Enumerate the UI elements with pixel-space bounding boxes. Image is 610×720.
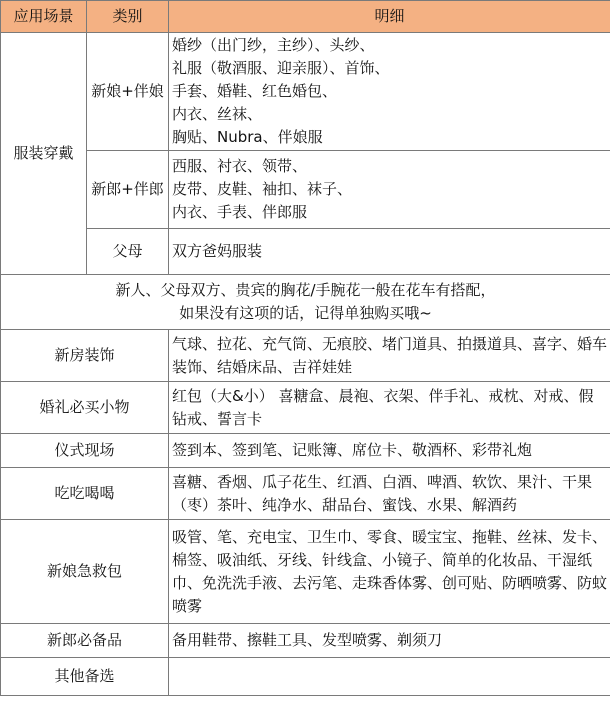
detail-line: 礼服（敬酒服、迎亲服）、首饰、 bbox=[172, 59, 390, 77]
detail-cell bbox=[169, 382, 610, 434]
category-parents: 父母 bbox=[87, 229, 169, 275]
detail-line: 内衣、丝袜、 bbox=[172, 105, 263, 123]
table-row bbox=[1, 330, 610, 382]
scene-clothing: 服装穿戴 bbox=[1, 33, 87, 275]
detail-bride bbox=[169, 33, 610, 151]
note-row bbox=[1, 275, 610, 330]
detail-cell bbox=[169, 658, 610, 696]
note-line: 新人、父母双方、贵宾的胸花/手腕花一般在花车有搭配， bbox=[115, 281, 496, 299]
table-row bbox=[1, 624, 610, 658]
scene-label: 吃吃喝喝 bbox=[1, 468, 169, 520]
detail-text: 签到本、签到笔、记账簿、席位卡、敬酒杯、彩带礼炮 bbox=[172, 441, 533, 459]
scene-label: 新娘急救包 bbox=[1, 520, 169, 624]
detail-groom bbox=[169, 151, 610, 229]
note-line: 如果没有这项的话，记得单独购买哦~ bbox=[179, 304, 432, 322]
detail-cell bbox=[169, 624, 610, 658]
detail-text: 吸管、笔、充电宝、卫生巾、零食、暖宝宝、拖鞋、丝袜、发卡、棉签、吸油纸、牙线、针线盒、小镜子、简单的化妆品、干湿纸巾、免洗洗手液、去污笔、走珠香体雾、创可贴、防晒喷雾、防蚊喷雾 bbox=[172, 527, 608, 615]
parents-row bbox=[1, 229, 610, 275]
detail-line: 胸贴、Nubra、伴娘服 bbox=[172, 128, 323, 146]
bride-row bbox=[1, 33, 610, 151]
table-row bbox=[1, 520, 610, 624]
detail-line: 皮带、皮鞋、袖扣、袜子、 bbox=[172, 180, 353, 198]
detail-text: 红包（大&小） 喜糖盒、晨袍、衣架、伴手礼、戒枕、对戒、假钻戒、誓言卡 bbox=[172, 386, 594, 428]
detail-text: 气球、拉花、充气筒、无痕胶、堵门道具、拍摄道具、喜字、婚车装饰、结婚床品、吉祥娃娃 bbox=[172, 334, 608, 376]
detail-parents: 双方爸妈服装 bbox=[169, 229, 610, 275]
detail-line: 内衣、手表、伴郎服 bbox=[172, 203, 308, 221]
category-groom: 新郎+伴郎 bbox=[87, 151, 169, 229]
table-row bbox=[1, 658, 610, 696]
detail-line: 手套、婚鞋、红色婚包、 bbox=[172, 82, 338, 100]
scene-label: 婚礼必买小物 bbox=[1, 382, 169, 434]
detail-cell bbox=[169, 434, 610, 468]
detail-cell bbox=[169, 468, 610, 520]
detail-line: 西服、衬衣、领带、 bbox=[172, 157, 308, 175]
table-row bbox=[1, 382, 610, 434]
detail-text: 备用鞋带、擦鞋工具、发型喷雾、剃须刀 bbox=[172, 631, 443, 649]
groom-row bbox=[1, 151, 610, 229]
category-bride: 新娘+伴娘 bbox=[87, 33, 169, 151]
header-row bbox=[1, 1, 610, 33]
corsage-note bbox=[1, 275, 610, 330]
scene-label: 其他备选 bbox=[1, 658, 169, 696]
detail-cell bbox=[169, 330, 610, 382]
header-detail: 明细 bbox=[169, 1, 610, 33]
header-category: 类别 bbox=[87, 1, 169, 33]
detail-text: 喜糖、香烟、瓜子花生、红酒、白酒、啤酒、软饮、果汁、干果（枣）茶叶、纯净水、甜品台、蜜饯、水果、解酒药 bbox=[172, 472, 593, 514]
header-scene: 应用场景 bbox=[1, 1, 87, 33]
detail-line: 婚纱（出门纱，主纱）、头纱、 bbox=[172, 36, 375, 54]
scene-label: 新郎必备品 bbox=[1, 624, 169, 658]
table-row bbox=[1, 468, 610, 520]
detail-cell bbox=[169, 520, 610, 624]
table-row bbox=[1, 434, 610, 468]
scene-label: 新房装饰 bbox=[1, 330, 169, 382]
scene-label: 仪式现场 bbox=[1, 434, 169, 468]
